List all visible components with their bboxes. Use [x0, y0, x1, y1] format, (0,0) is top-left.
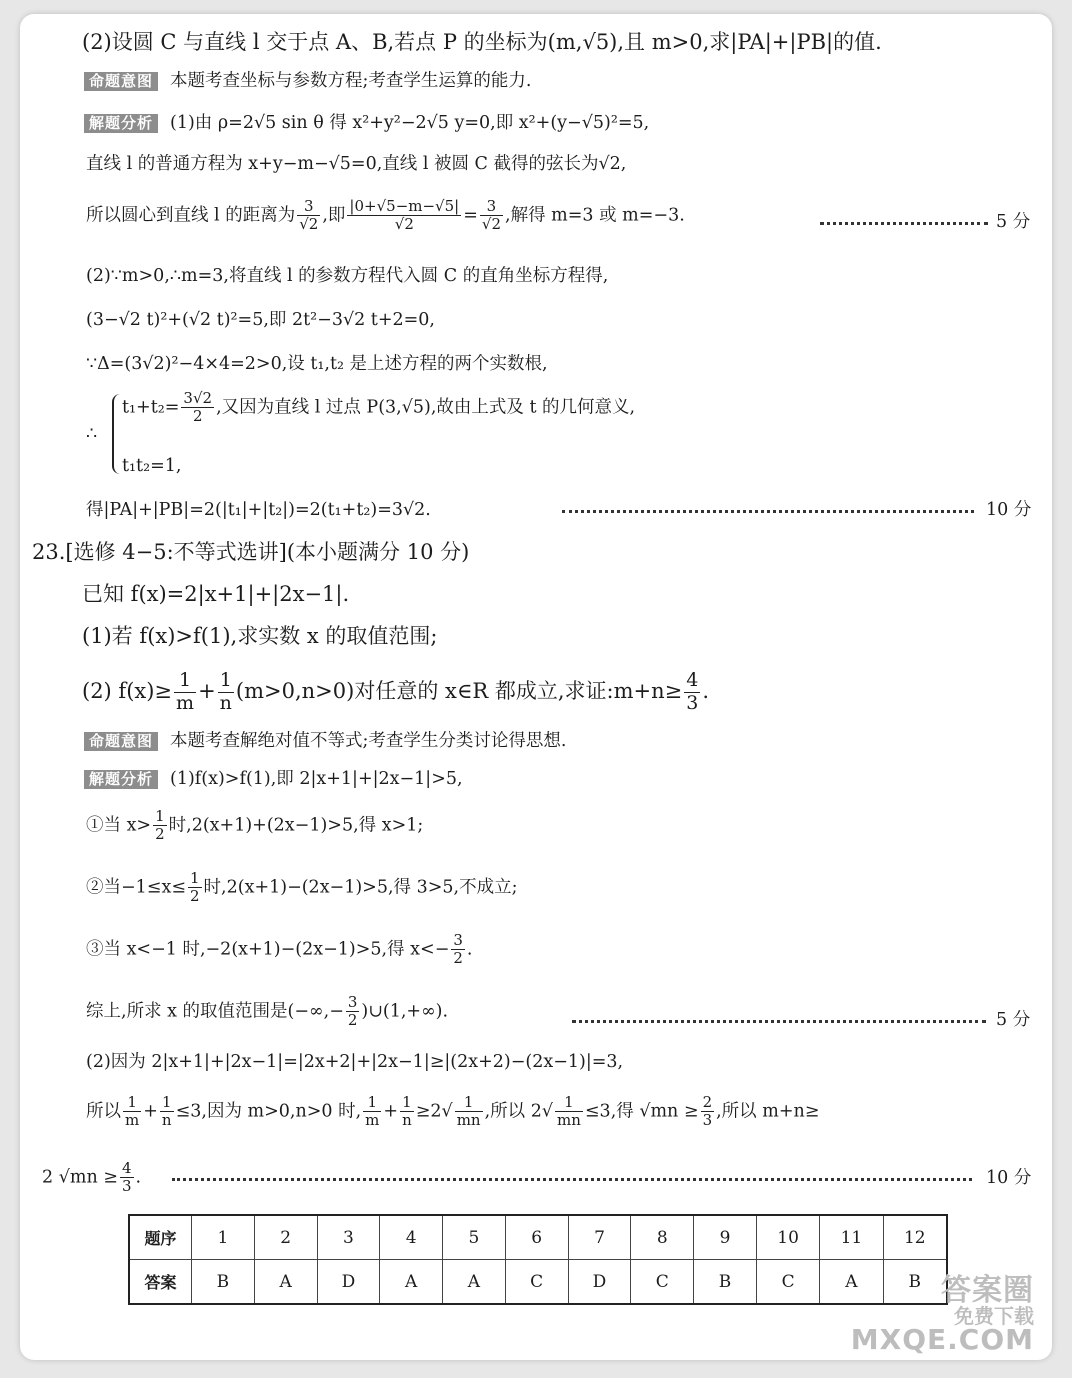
table-cell: 1 [192, 1215, 255, 1260]
fraction: $\frac{1}{n}$ [161, 1093, 172, 1130]
fraction: $\frac{1}{mn}$ [557, 1093, 581, 1130]
table-cell: A [820, 1260, 883, 1305]
q23-intent [84, 732, 566, 751]
q23-summary: 综上,所求 x 的取值范围是(−∞,− $\frac{3}{2}$ )∪(1,+∞). [86, 993, 449, 1030]
fraction: $\frac{3√2}{2}$ [183, 389, 213, 426]
fraction: $\frac{3}{2}$ [453, 931, 463, 968]
q22-intent-text: 本题考查坐标与参数方程;考查学生运算的能力. [170, 71, 532, 91]
dot-leader [820, 222, 988, 225]
q23-case2: ②当−1≤x≤ $\frac{1}{2}$ 时,2(x+1)−(2x−1)>5,得 3>5,不成立; [86, 869, 518, 906]
table-cell: B [192, 1260, 255, 1305]
fraction: $\frac{1}{m}$ [125, 1093, 140, 1130]
table-cell: 8 [631, 1215, 694, 1260]
dot-leader [562, 510, 974, 513]
q23-b1: (2)因为 2|x+1|+|2x−1|=|2x+2|+|2x−1|≥|(2x+2)−(2x−1)|=3, [86, 1052, 624, 1072]
watermark-sub: 免费下载 [954, 1304, 1034, 1328]
fraction: $\frac{|0+√5-m-√5|}{√2}$ [349, 197, 460, 234]
q23-case1: ①当 x> $\frac{1}{2}$ 时,2(x+1)+(2x−1)>5,得 x>1; [86, 807, 424, 844]
table-cell: 12 [883, 1215, 947, 1260]
analysis-tag: 解题分析 [84, 114, 158, 133]
table-cell: C [756, 1260, 819, 1305]
q23-a1: (1)f(x)>f(1),即 2|x+1|+|2x−1|>5, [170, 769, 463, 789]
table-cell: 11 [820, 1215, 883, 1260]
q22-a3: 所以圆心到直线 l 的距离为 $\frac{3}{√2}$ ,即 $\frac{|0+√5-m-√5|}{√2}$ = $\frac{3}{√2}$ ,解得 m=3 或 m=−3. [86, 197, 685, 234]
q23-part1: (1)若 f(x)>f(1),求实数 x 的取值范围; [82, 624, 438, 648]
table-cell: D [568, 1260, 631, 1305]
table-header-number: 题序 [129, 1215, 192, 1260]
intent-tag: 命题意图 [84, 72, 158, 91]
q22-a3-pre: 所以圆心到直线 l 的距离为 [86, 205, 296, 226]
answer-table-number-row [129, 1215, 947, 1260]
therefore-symbol: ∴ [86, 424, 98, 444]
analysis-tag: 解题分析 [84, 770, 158, 789]
table-cell: 5 [443, 1215, 506, 1260]
watermark-logo: 答案圈 [941, 1273, 1034, 1308]
fraction: $\frac{3}{√2}$ [299, 197, 319, 234]
q22-score-5: 5 分 [996, 212, 1031, 232]
fraction: $\frac{3}{√2}$ [481, 197, 501, 234]
fraction: $\frac{2}{3}$ [702, 1093, 713, 1130]
q22-analysis-1 [84, 114, 649, 133]
table-cell: A [443, 1260, 506, 1305]
fraction: $\frac{1}{mn}$ [456, 1093, 481, 1130]
table-cell: 9 [694, 1215, 757, 1260]
table-cell: C [631, 1260, 694, 1305]
document-page [20, 14, 1052, 1360]
table-cell: D [317, 1260, 380, 1305]
q23-b3: 2 √mn ≥ $\frac{4}{3}$ . [42, 1159, 142, 1196]
table-header-answer: 答案 [129, 1260, 192, 1305]
table-cell: A [380, 1260, 443, 1305]
q23-score-10: 10 分 [986, 1168, 1032, 1188]
q23-title: 23.[选修 4−5:不等式选讲](本小题满分 10 分) [32, 540, 470, 564]
fraction: $\frac{4}{3}$ [121, 1159, 132, 1196]
answer-table-answer-row [129, 1260, 947, 1305]
table-cell: 10 [756, 1215, 819, 1260]
q22-a7-line2: t₁t₂=1, [122, 456, 182, 476]
system-brace [112, 394, 122, 474]
q23-score-5: 5 分 [996, 1010, 1031, 1030]
fraction: $\frac{3}{2}$ [347, 993, 358, 1030]
q22-a7-line1: t₁+t₂= $\frac{3√2}{2}$ ,又因为直线 l 过点 P(3,√5),故由上式及 t 的几何意义, [122, 389, 636, 426]
table-cell: C [505, 1260, 568, 1305]
dot-leader [572, 1020, 986, 1023]
fraction: $\frac{1}{m}$ [176, 669, 195, 714]
q23-case3: ③当 x<−1 时,−2(x+1)−(2x−1)>5,得 x<− $\frac{3}{2}$ . [86, 931, 473, 968]
q22-a5: (3−√2 t)²+(√2 t)²=5,即 2t²−3√2 t+2=0, [86, 310, 436, 330]
q22-part2: (2)设圆 C 与直线 l 交于点 A、B,若点 P 的坐标为(m,√5),且 m>0,求|PA|+|PB|的值. [82, 30, 882, 54]
fraction: $\frac{1}{m}$ [365, 1093, 380, 1130]
watermark-url: MXQE.COM [850, 1323, 1034, 1356]
intent-tag: 命题意图 [84, 732, 158, 751]
table-cell: B [883, 1260, 947, 1305]
dot-leader [172, 1178, 972, 1181]
table-cell: 4 [380, 1215, 443, 1260]
q22-a8: 得|PA|+|PB|=2(|t₁|+|t₂|)=2(t₁+t₂)=3√2. [86, 500, 431, 520]
q22-a4: (2)∵m>0,∴m=3,将直线 l 的参数方程代入圆 C 的直角坐标方程得, [86, 266, 609, 286]
q23-analysis-1 [84, 770, 463, 789]
table-cell: 3 [317, 1215, 380, 1260]
table-cell: A [254, 1260, 317, 1305]
q23-intent-text: 本题考查解绝对值不等式;考查学生分类讨论得思想. [170, 731, 567, 751]
q23-b2: 所以 $\frac{1}{m}$ + $\frac{1}{n}$ ≤3,因为 m>0,n>0 时, $\frac{1}{m}$ + $\frac{1}{n}$ ≥2√ $\frac{1}{mn}$ ,所以 2√ $\frac{1}{mn}$ ≤3,得 √mn ≥ $\frac{2}{3}$ ,所以 m+n≥ [86, 1093, 820, 1130]
fraction: $\frac{1}{n}$ [402, 1093, 412, 1130]
watermark [850, 1273, 1034, 1356]
table-cell: 6 [505, 1215, 568, 1260]
q22-intent [84, 72, 531, 91]
q22-a6: ∵Δ=(3√2)²−4×4=2>0,设 t₁,t₂ 是上述方程的两个实数根, [86, 354, 548, 374]
q22-score-10: 10 分 [986, 500, 1032, 520]
q22-a2: 直线 l 的普通方程为 x+y−m−√5=0,直线 l 被圆 C 截得的弦长为√2, [86, 154, 627, 174]
answer-table [128, 1214, 948, 1305]
q22-a1: (1)由 ρ=2√5 sin θ 得 x²+y²−2√5 y=0,即 x²+(y−√5)²=5, [170, 113, 650, 133]
table-cell: 2 [254, 1215, 317, 1260]
q23-part2: (2) f(x)≥ $\frac{1}{m}$ + $\frac{1}{n}$ (m>0,n>0)对任意的 x∈R 都成立,求证:m+n≥ $\frac{4}{3}$ . [82, 669, 710, 714]
fraction: $\frac{1}{2}$ [155, 807, 165, 844]
table-cell: 7 [568, 1215, 631, 1260]
fraction: $\frac{1}{2}$ [190, 869, 200, 906]
fraction: $\frac{4}{3}$ [686, 669, 699, 714]
q23-given: 已知 f(x)=2|x+1|+|2x−1|. [82, 582, 350, 606]
fraction: $\frac{1}{n}$ [219, 669, 232, 714]
table-cell: B [694, 1260, 757, 1305]
